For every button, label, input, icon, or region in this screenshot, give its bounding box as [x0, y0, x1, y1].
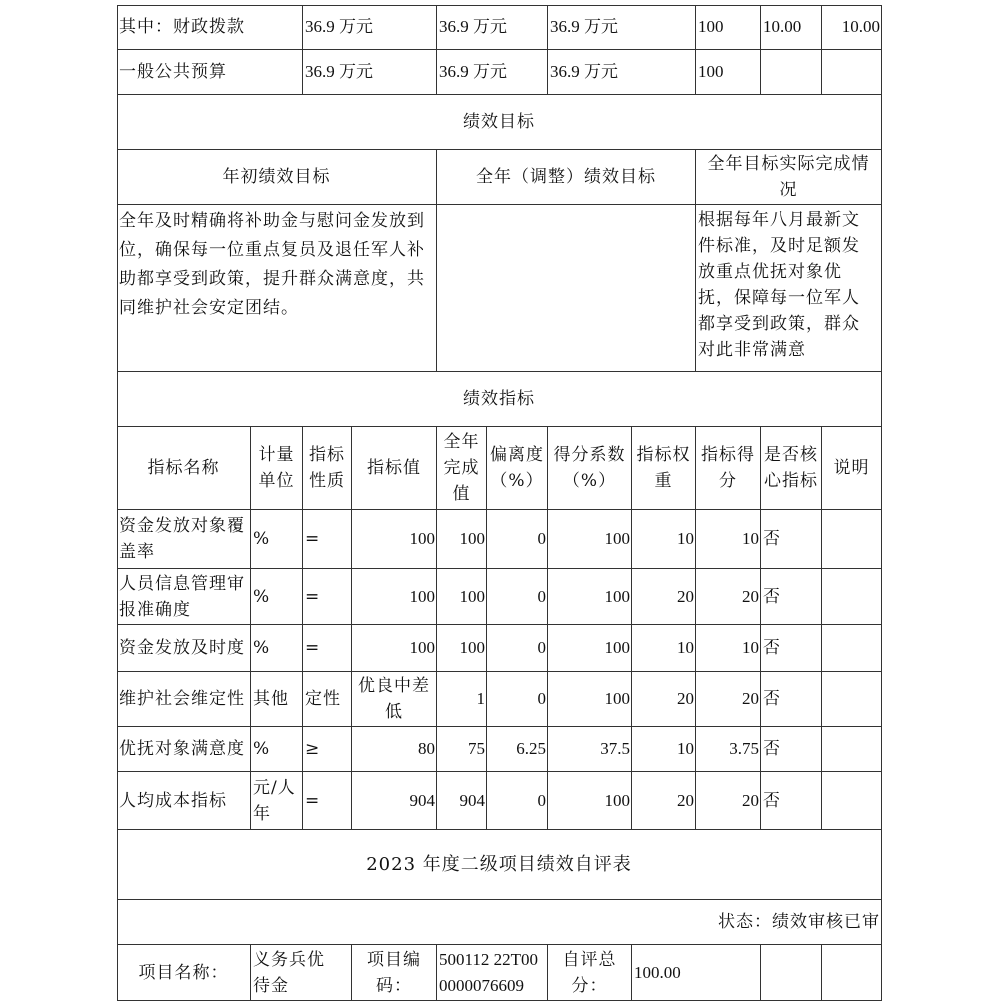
indicator-weight: 10 — [632, 625, 696, 672]
indicator-nature: = — [303, 772, 352, 830]
header-note: 说明 — [822, 427, 882, 510]
initial-goal-header: 年初绩效目标 — [117, 150, 437, 205]
indicator-nature: = — [303, 569, 352, 625]
indicator-note — [822, 569, 882, 625]
indicator-note — [822, 672, 882, 727]
indicator-deviation: 0 — [487, 772, 548, 830]
indicator-note — [822, 510, 882, 569]
indicator-unit: % — [251, 569, 303, 625]
indicator-nature: = — [303, 625, 352, 672]
empty-cell — [761, 945, 822, 1001]
project-code-label: 项目编码： — [352, 945, 437, 1001]
indicator-note — [822, 772, 882, 830]
indicator-deviation: 0 — [487, 569, 548, 625]
executed-amount: 36.9 万元 — [548, 5, 696, 50]
indicator-coefficient: 100 — [548, 510, 632, 569]
indicator-note — [822, 727, 882, 772]
funding-label: 其中：财政拨款 — [117, 5, 303, 50]
indicator-weight: 20 — [632, 569, 696, 625]
actual-goal-header: 全年目标实际完成情况 — [696, 150, 882, 205]
empty-cell — [822, 945, 882, 1001]
adjusted-budget: 36.9 万元 — [437, 50, 548, 95]
initial-goal-text: 全年及时精确将补助金与慰问金发放到位，确保每一位重点复员及退任军人补助都享受到政策，提升群众满意度，共同维护社会安定团结。 — [117, 205, 437, 372]
indicator-nature: ≥ — [303, 727, 352, 772]
indicators-section-title: 绩效指标 — [117, 372, 882, 427]
annual-budget: 36.9 万元 — [303, 5, 437, 50]
indicator-actual: 1 — [437, 672, 487, 727]
indicator-actual: 100 — [437, 569, 487, 625]
indicator-actual: 100 — [437, 625, 487, 672]
indicator-weight: 10 — [632, 727, 696, 772]
self-score: 100.00 — [632, 945, 761, 1001]
self-score-label: 自评总分： — [548, 945, 632, 1001]
funding-score: 10.00 — [822, 5, 882, 50]
adjusted-goal-header: 全年（调整）绩效目标 — [437, 150, 696, 205]
indicator-unit: % — [251, 510, 303, 569]
indicator-core: 否 — [761, 569, 822, 625]
goals-section-title: 绩效目标 — [117, 95, 882, 150]
indicator-unit: % — [251, 727, 303, 772]
indicator-actual: 75 — [437, 727, 487, 772]
indicator-deviation: 6.25 — [487, 727, 548, 772]
indicator-name: 人均成本指标 — [117, 772, 251, 830]
indicator-actual: 904 — [437, 772, 487, 830]
indicator-core: 否 — [761, 510, 822, 569]
indicator-core: 否 — [761, 625, 822, 672]
executed-amount: 36.9 万元 — [548, 50, 696, 95]
indicator-score: 20 — [696, 672, 761, 727]
indicator-unit: 其他 — [251, 672, 303, 727]
header-score: 指标得分 — [696, 427, 761, 510]
adjusted-budget: 36.9 万元 — [437, 5, 548, 50]
header-indicator-name: 指标名称 — [117, 427, 251, 510]
indicator-score: 20 — [696, 772, 761, 830]
funding-weight — [761, 50, 822, 95]
execution-rate: 100 — [696, 5, 761, 50]
adjusted-goal-text — [437, 205, 696, 372]
indicator-name: 维护社会维定性 — [117, 672, 251, 727]
second-table-title: 2023 年度二级项目绩效自评表 — [117, 830, 882, 900]
indicator-deviation: 0 — [487, 672, 548, 727]
header-unit: 计量单位 — [251, 427, 303, 510]
project-name-label: 项目名称： — [117, 945, 251, 1001]
indicator-actual: 100 — [437, 510, 487, 569]
status-text: 状态：绩效审核已审 — [117, 900, 882, 945]
project-name: 义务兵优待金 — [251, 945, 352, 1001]
indicator-name: 人员信息管理审报准确度 — [117, 569, 251, 625]
indicator-name: 资金发放及时度 — [117, 625, 251, 672]
indicator-note — [822, 625, 882, 672]
header-score-coefficient: 得分系数（%） — [548, 427, 632, 510]
indicator-core: 否 — [761, 727, 822, 772]
indicator-nature: = — [303, 510, 352, 569]
project-code: 500112 22T000000076609 — [437, 945, 548, 1001]
indicator-deviation: 0 — [487, 510, 548, 569]
indicator-nature: 定性 — [303, 672, 352, 727]
indicator-coefficient: 100 — [548, 772, 632, 830]
annual-budget: 36.9 万元 — [303, 50, 437, 95]
funding-label: 一般公共预算 — [117, 50, 303, 95]
indicator-score: 10 — [696, 510, 761, 569]
indicator-target: 904 — [352, 772, 437, 830]
indicator-weight: 20 — [632, 672, 696, 727]
indicator-coefficient: 37.5 — [548, 727, 632, 772]
header-core-indicator: 是否核心指标 — [761, 427, 822, 510]
header-actual-value: 全年完成值 — [437, 427, 487, 510]
indicator-target: 80 — [352, 727, 437, 772]
indicator-unit: 元/人年 — [251, 772, 303, 830]
indicator-name: 资金发放对象覆盖率 — [117, 510, 251, 569]
indicator-coefficient: 100 — [548, 672, 632, 727]
header-deviation: 偏离度（%） — [487, 427, 548, 510]
execution-rate: 100 — [696, 50, 761, 95]
indicator-target: 100 — [352, 569, 437, 625]
header-weight: 指标权重 — [632, 427, 696, 510]
funding-weight: 10.00 — [761, 5, 822, 50]
performance-table — [117, 5, 882, 1001]
header-target-value: 指标值 — [352, 427, 437, 510]
actual-goal-text: 根据每年八月最新文件标准，及时足额发放重点优抚对象优抚，保障每一位军人都享受到政策，群众对此非常满意 — [696, 205, 882, 372]
indicator-name: 优抚对象满意度 — [117, 727, 251, 772]
indicator-weight: 20 — [632, 772, 696, 830]
indicator-target: 100 — [352, 625, 437, 672]
header-nature: 指标性质 — [303, 427, 352, 510]
indicator-unit: % — [251, 625, 303, 672]
indicator-score: 20 — [696, 569, 761, 625]
funding-score — [822, 50, 882, 95]
indicator-coefficient: 100 — [548, 569, 632, 625]
indicator-core: 否 — [761, 772, 822, 830]
indicator-weight: 10 — [632, 510, 696, 569]
indicator-target: 100 — [352, 510, 437, 569]
indicator-score: 3.75 — [696, 727, 761, 772]
indicator-core: 否 — [761, 672, 822, 727]
indicator-score: 10 — [696, 625, 761, 672]
indicator-coefficient: 100 — [548, 625, 632, 672]
indicator-deviation: 0 — [487, 625, 548, 672]
indicator-target: 优良中差低 — [352, 672, 437, 727]
